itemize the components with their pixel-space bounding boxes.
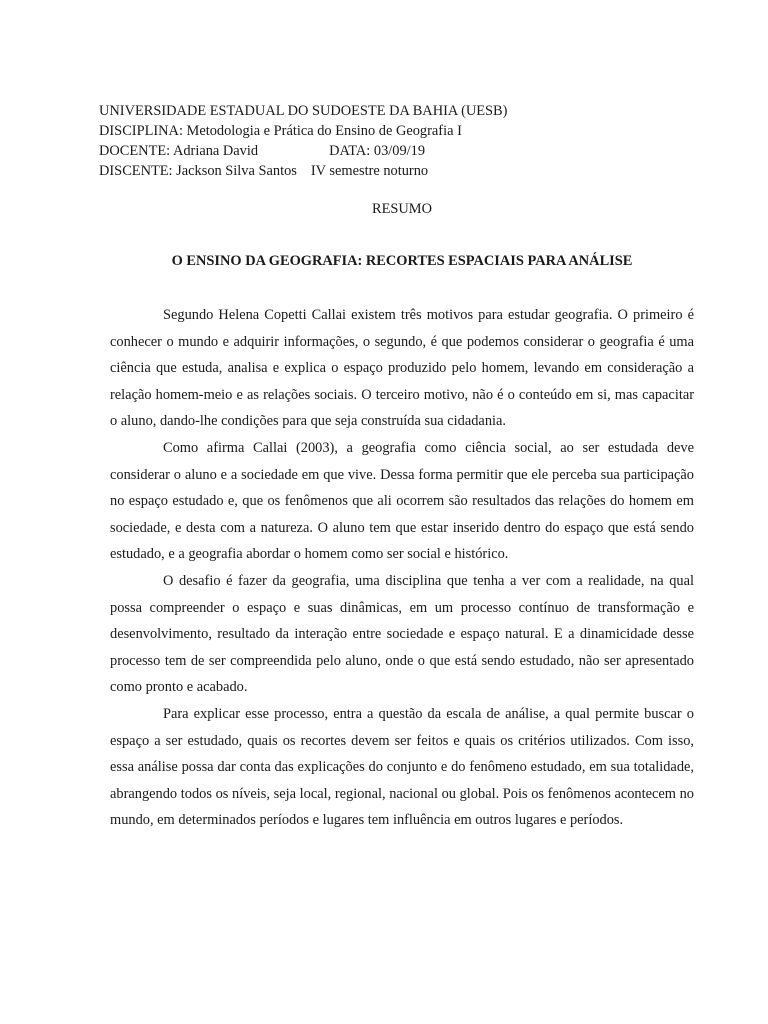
student-line [99, 161, 699, 181]
document-title: O ENSINO DA GEOGRAFIA: RECORTES ESPACIAIS PARA ANÁLISE [171, 253, 633, 269]
university-line: UNIVERSIDADE ESTADUAL DO SUDOESTE DA BAHIA (UESB) [99, 103, 508, 119]
section-label: RESUMO [372, 201, 432, 217]
semester-text: IV semestre noturno [310, 163, 429, 179]
teacher-name: DOCENTE: Adriana David [99, 143, 259, 159]
discipline-line: DISCIPLINA: Metodologia e Prática do Ensino de Geografia I [99, 123, 462, 139]
date-text: DATA: 03/09/19 [329, 143, 426, 159]
document-body [110, 302, 694, 834]
teacher-date-line [99, 141, 699, 161]
student-name: DISCENTE: Jackson Silva Santos [99, 163, 297, 179]
paragraph-4: Para explicar esse processo, entra a questão da escala de análise, a qual permite buscar o espaço a ser estudado, quais os recortes devem ser feitos e quais os critérios utilizados. Com isso, essa análise possa dar conta das explicações do conjunto e do fenômeno estudado, em sua totalidade, abrangendo todos os níveis, seja local, regional, nacional ou global. Pois os fenômenos acontecem no mundo, em determinados períodos e lugares tem influência em outros lugares e períodos. [110, 705, 694, 829]
paragraph-2: Como afirma Callai (2003), a geografia como ciência social, ao ser estudada deve considerar o aluno e a sociedade em que vive. Dessa forma permitir que ele perceba sua participação no espaço estudado e, que os fenômenos que ali ocorrem são resultados das relações do homem em sociedade, e desta com a natureza. O aluno tem que estar inserido dentro do espaço que está sendo estudado, e a geografia abordar o homem como ser social e histórico. [110, 439, 694, 563]
paragraph-3: O desafio é fazer da geografia, uma disciplina que tenha a ver com a realidade, na qual possa compreender o espaço e suas dinâmicas, em um processo contínuo de transformação e desenvolvimento, resultado da interação entre sociedade e espaço natural. E a dinamicidade desse processo tem de ser compreendida pelo aluno, onde o que está sendo estudado, não ser apresentado como pronto e acabado. [110, 572, 694, 696]
document-header [99, 101, 699, 181]
paragraph-1: Segundo Helena Copetti Callai existem três motivos para estudar geografia. O primeiro é conhecer o mundo e adquirir informações, o segundo, é que podemos considerar o geografia é uma ciência que estuda, analisa e explica o espaço produzido pelo homem, levando em consideração a relação homem-meio e as relações sociais. O terceiro motivo, não é o conteúdo em si, mas capacitar o aluno, dando-lhe condições para que seja construída sua cidadania. [110, 307, 694, 430]
